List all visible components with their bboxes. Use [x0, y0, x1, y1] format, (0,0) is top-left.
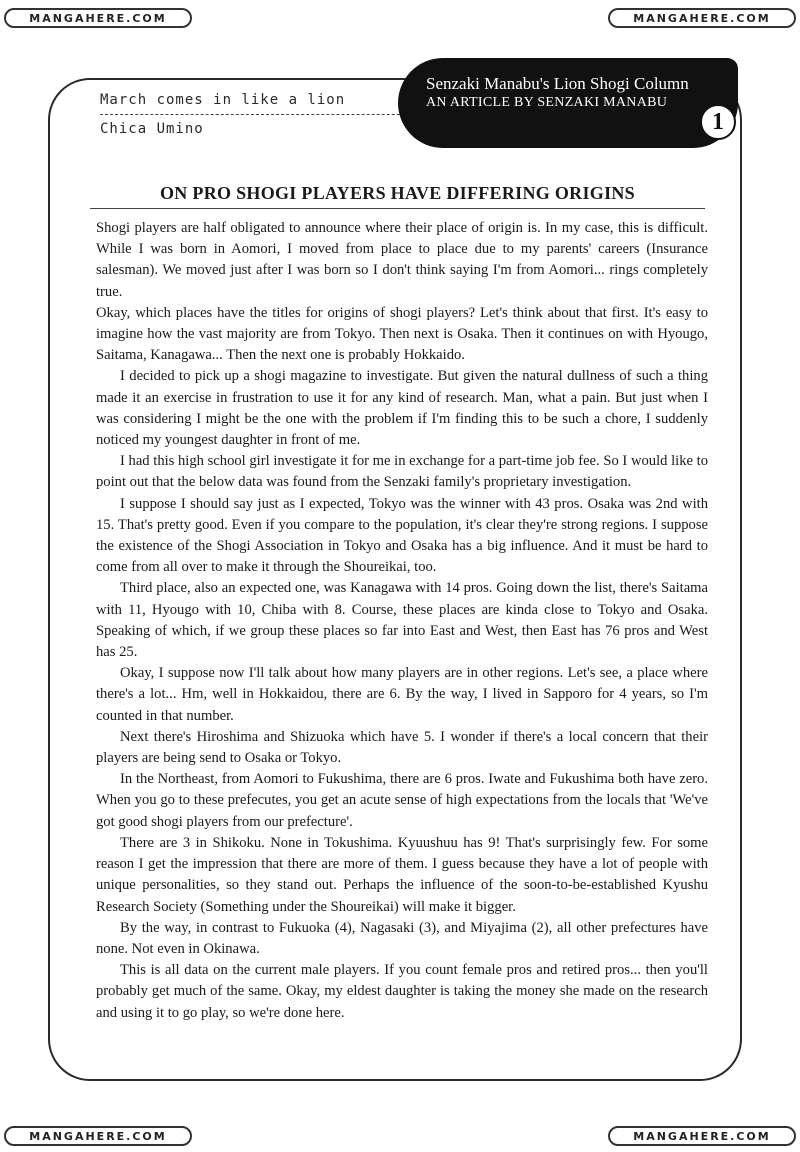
- site-watermark-bottom-right: MANGAHERE.COM: [608, 1126, 796, 1146]
- paragraph: I decided to pick up a shogi magazine to investigate. But given the natural dullness of such a thing made it an exercise in frustration to use it for any kind of research. Man, what a pain. But just when I was considering I might be the one with the problem if I'm finding this to be such a chore, I suddenly noticed my youngest daughter in front of me.: [96, 368, 708, 449]
- paragraph: This is all data on the current male players. If you count female pros and retired pros... then you'll probably get much of the same. Okay, my eldest daughter is taking the money she made on the research and using it to go play, so we're done here.: [96, 962, 708, 1021]
- column-byline: AN ARTICLE BY SENZAKI MANABU: [426, 95, 668, 110]
- column-banner: [398, 58, 738, 148]
- issue-number-badge: 1: [700, 104, 736, 140]
- series-title: March comes in like a lion: [100, 92, 346, 108]
- paragraph: I had this high school girl investigate it for me in exchange for a part-time job fee. So I would like to point out that the below data was found from the Senzaki family's proprietary investigation.: [96, 453, 708, 491]
- paragraph: Third place, also an expected one, was Kanagawa with 14 pros. Going down the list, there's Saitama with 11, Hyougo with 10, Chiba with 8. Course, these places are kinda close to Tokyo and Osaka. Speaking of which, if we group these places so far into East and West, then East has 76 pros and West has 25.: [96, 580, 708, 661]
- site-watermark-top-right: MANGAHERE.COM: [608, 8, 796, 28]
- site-watermark-bottom-left: MANGAHERE.COM: [4, 1126, 192, 1146]
- paragraph: There are 3 in Shikoku. None in Tokushima. Kyuushuu has 9! That's surprisingly few. For some reason I get the impression that there are more of them. I guess because they have a lot of people with unique personalities, so they stand out. Perhaps the influence of the soon-to-be-established Kyushu Research Society (Something under the Shoureikai) will make it bigger.: [96, 834, 708, 915]
- article-body: [96, 218, 708, 1024]
- series-header: [100, 90, 390, 137]
- article-heading: ON PRO SHOGI PLAYERS HAVE DIFFERING ORIGINS: [90, 183, 705, 209]
- column-title: Senzaki Manabu's Lion Shogi Column: [426, 74, 689, 93]
- author-name: Chica Umino: [100, 121, 204, 137]
- paragraph: In the Northeast, from Aomori to Fukushima, there are 6 pros. Iwate and Fukushima both have zero. When you go to these prefecutes, you get an acute sense of high expectations from the locals that 'We've got good shogi players from our prefecture'.: [96, 771, 708, 830]
- paragraph: Shogi players are half obligated to announce where their place of origin is. In my case, this is difficult. While I was born in Aomori, I moved from place to place due to my parents' careers (Insurance salesman). We moved just after I was born so I don't think saying I'm from Aomori... rings completely true.: [96, 220, 708, 300]
- site-watermark-top-left: MANGAHERE.COM: [4, 8, 192, 28]
- paragraph: Next there's Hiroshima and Shizuoka which have 5. I wonder if there's a local concern that their players are being send to Osaka or Tokyo.: [96, 728, 708, 767]
- paragraph: By the way, in contrast to Fukuoka (4), Nagasaki (3), and Miyajima (2), all other prefectures have none. Not even in Okinawa.: [96, 919, 708, 957]
- paragraph: Okay, I suppose now I'll talk about how many players are in other regions. Let's see, a place where there's a lot... Hm, well in Hokkaidou, there are 6. By the way, I lived in Sapporo for 4 years, so I'm counted in that number.: [96, 665, 708, 724]
- paragraph: I suppose I should say just as I expected, Tokyo was the winner with 43 pros. Osaka was 2nd with 15. That's pretty good. Even if you compare to the population, it's clear they're strong regions. I suppose the existence of the Shogi Association in Tokyo and Osaka has a big influence. And it must be hard to come from all over to make it through the Shoureikai, too.: [96, 495, 708, 576]
- paragraph: Okay, which places have the titles for origins of shogi players? Let's think about that first. It's easy to imagine how the vast majority are from Tokyo. Then next is Osaka. Then it continues on with Hyougo, Saitama, Kanagawa... Then the next one is probably Hokkaido.: [96, 304, 708, 364]
